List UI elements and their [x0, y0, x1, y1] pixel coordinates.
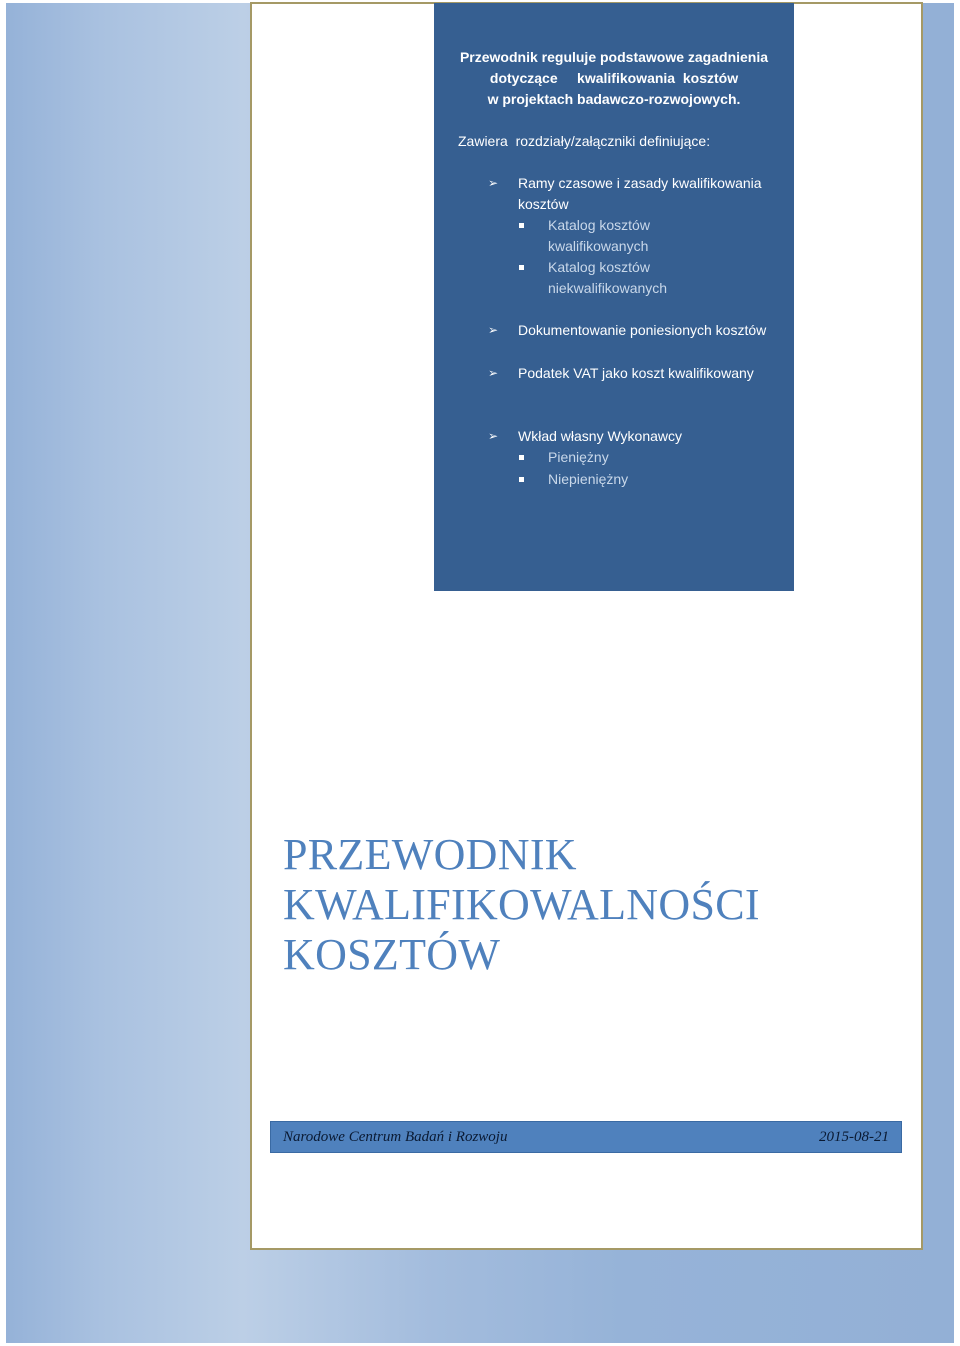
list-item-vat	[488, 363, 788, 384]
intro-text	[434, 47, 794, 110]
sublist-item-label: kwalifikowanych	[548, 238, 649, 254]
intro-line-2: dotyczące kwalifikowania kosztów	[489, 70, 739, 86]
list-item-label: Wkład własny Wykonawcy	[518, 428, 683, 444]
summary-box	[434, 3, 794, 591]
contains-label: Zawiera rozdziały/załączniki definiujące:	[458, 133, 711, 149]
sublist-item-label: Katalog kosztów	[548, 217, 650, 233]
arrowhead-icon: ➢	[488, 429, 499, 443]
footer-date: 2015-08-21	[819, 1129, 889, 1145]
title-line-3: KOSZTÓW	[283, 930, 501, 979]
title-line-1: PRZEWODNIK	[283, 830, 577, 879]
footer-organization: Narodowe Centrum Badań i Rozwoju	[283, 1129, 508, 1145]
square-bullet-icon	[519, 455, 524, 460]
arrowhead-icon: ➢	[488, 176, 499, 190]
sublist-item-label: niekwalifikowanych	[548, 280, 668, 296]
arrowhead-icon: ➢	[488, 366, 499, 380]
sublist-item-non-monetary	[548, 469, 788, 490]
sublist-item-ineligible-catalog	[548, 257, 788, 299]
list-item-label: kosztów	[518, 196, 569, 212]
square-bullet-icon	[519, 477, 524, 482]
arrowhead-icon: ➢	[488, 323, 499, 337]
footer-bar	[270, 1121, 902, 1153]
sublist-item-label: Niepieniężny	[548, 471, 629, 487]
list-item-own-contribution	[488, 426, 788, 447]
sublist-item-label: Pieniężny	[548, 449, 609, 465]
document-title	[283, 830, 760, 980]
square-bullet-icon	[519, 265, 524, 270]
title-line-2: KWALIFIKOWALNOŚCI	[283, 880, 760, 929]
list-item-label: Dokumentowanie poniesionych kosztów	[518, 322, 767, 338]
sublist-item-monetary	[548, 447, 788, 468]
list-item-time-frames	[488, 173, 788, 215]
list-item-label: Ramy czasowe i zasady kwalifikowania	[518, 175, 762, 191]
intro-line-1: Przewodnik reguluje podstawowe zagadnienia	[459, 49, 769, 65]
intro-line-3: w projektach badawczo-rozwojowych.	[487, 91, 741, 107]
list-item-documentation	[488, 320, 788, 341]
list-item-label: Podatek VAT jako koszt kwalifikowany	[518, 365, 754, 381]
square-bullet-icon	[519, 223, 524, 228]
sublist-item-label: Katalog kosztów	[548, 259, 650, 275]
sublist-item-eligible-catalog	[548, 215, 788, 257]
